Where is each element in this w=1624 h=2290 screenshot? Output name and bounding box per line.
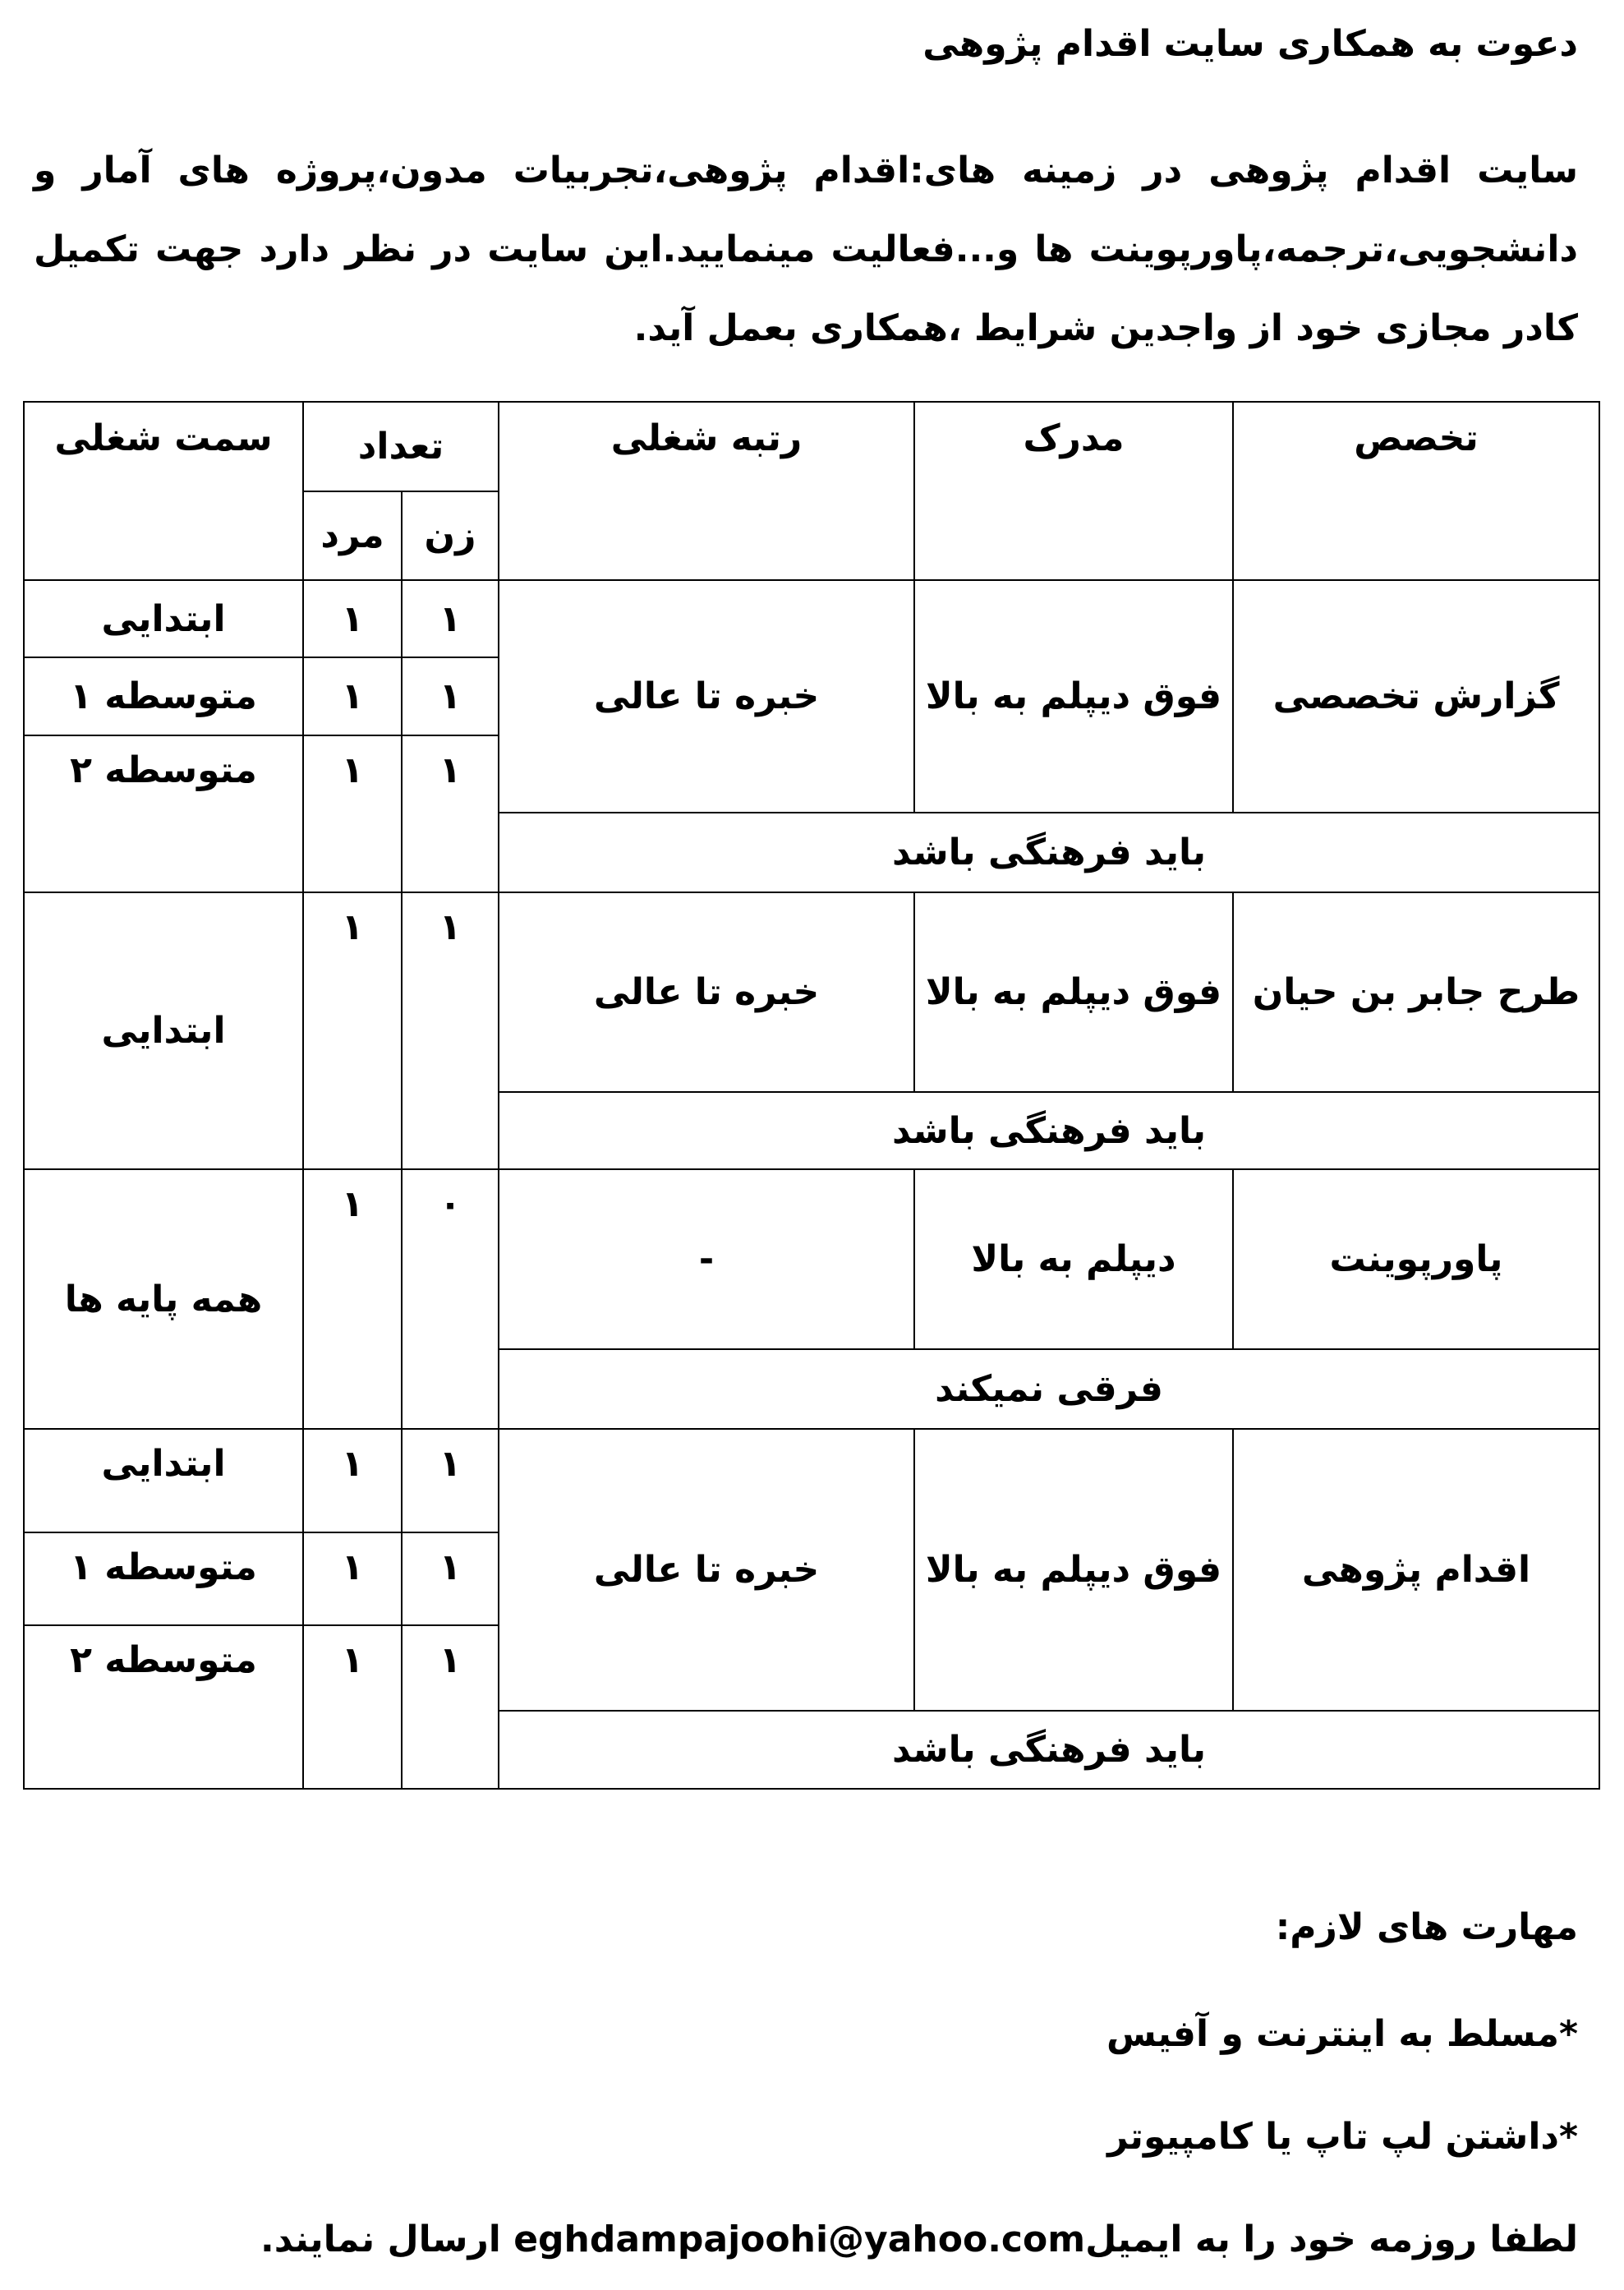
cell-position: متوسطه ۱: [24, 1532, 303, 1625]
header-specialty: تخصص: [1233, 402, 1599, 580]
cell-female: ۰: [402, 1169, 499, 1428]
cell-male: ۱: [303, 580, 402, 657]
cell-specialty: اقدام پژوهی: [1233, 1429, 1599, 1712]
skill-item: *داشتن لپ تاپ یا کامپیوتر: [1107, 2116, 1578, 2158]
cell-male: ۱: [303, 1429, 402, 1533]
cell-male: ۱: [303, 735, 402, 892]
cell-female: ۱: [402, 657, 499, 735]
cell-female: ۱: [402, 580, 499, 657]
cell-male: ۱: [303, 657, 402, 735]
cell-female: ۱: [402, 1429, 499, 1533]
cell-note: فرقی نمیکند: [499, 1349, 1599, 1428]
header-degree: مدرک: [914, 402, 1233, 580]
cell-position: متوسطه ۱: [24, 657, 303, 735]
skills-heading: مهارت های لازم:: [1275, 1906, 1578, 1948]
cell-note: باید فرهنگی باشد: [499, 1092, 1599, 1169]
cell-specialty: طرح جابر بن حیان: [1233, 892, 1599, 1092]
footer-instruction: [260, 2219, 1578, 2260]
cell-female: ۱: [402, 735, 499, 892]
cell-female: ۱: [402, 1532, 499, 1625]
cell-specialty: پاورپوینت: [1233, 1169, 1599, 1349]
header-position: سمت شغلی: [24, 402, 303, 580]
cell-degree: فوق دیپلم به بالا: [914, 580, 1233, 813]
footer-prefix: لطفا روزمه خود را به ایمیل: [1085, 2219, 1578, 2260]
cell-male: ۱: [303, 1532, 402, 1625]
cell-male: ۱: [303, 1169, 402, 1428]
cell-rank: -: [499, 1169, 914, 1349]
cell-note: باید فرهنگی باشد: [499, 813, 1599, 892]
footer-suffix: ارسال نمایند.: [260, 2219, 514, 2260]
cell-degree: فوق دیپلم به بالا: [914, 892, 1233, 1092]
intro-paragraph: سایت اقدام پژوهی در زمینه های:اقدام پژوهی،تجربیات مدون،پروژه های آمار و دانشجویی،ترجمه،پاورپوینت ها و...فعالیت مینمایید.این سایت در نظر دارد جهت تکمیل کادر مجازی خود از واجدین شرایط ،همکاری بعمل آید.: [34, 150, 1578, 349]
cell-rank: خبره تا عالی: [499, 580, 914, 813]
header-female: زن: [402, 491, 499, 581]
cell-female: ۱: [402, 892, 499, 1170]
cell-position: ابتدایی: [24, 892, 303, 1170]
cell-rank: خبره تا عالی: [499, 1429, 914, 1712]
cell-female: ۱: [402, 1625, 499, 1789]
cell-degree: دیپلم به بالا: [914, 1169, 1233, 1349]
skill-item: *مسلط به اینترنت و آفیس: [1106, 2013, 1578, 2055]
cell-position: همه پایه ها: [24, 1169, 303, 1428]
cell-note: باید فرهنگی باشد: [499, 1711, 1599, 1789]
cell-position: ابتدایی: [24, 1429, 303, 1533]
email-address: eghdampajoohi@yahoo.com: [513, 2219, 1086, 2260]
job-openings-table: [23, 401, 1600, 1790]
cell-specialty: گزارش تخصصی: [1233, 580, 1599, 813]
header-male: مرد: [303, 491, 402, 581]
header-rank: رتبه شغلی: [499, 402, 914, 580]
cell-male: ۱: [303, 892, 402, 1170]
cell-position: متوسطه ۲: [24, 1625, 303, 1789]
cell-male: ۱: [303, 1625, 402, 1789]
cell-position: متوسطه ۲: [24, 735, 303, 892]
page-title: دعوت به همکاری سایت اقدام پژوهی: [922, 23, 1578, 65]
cell-rank: خبره تا عالی: [499, 892, 914, 1092]
cell-degree: فوق دیپلم به بالا: [914, 1429, 1233, 1712]
cell-position: ابتدایی: [24, 580, 303, 657]
header-count: تعداد: [303, 402, 499, 491]
